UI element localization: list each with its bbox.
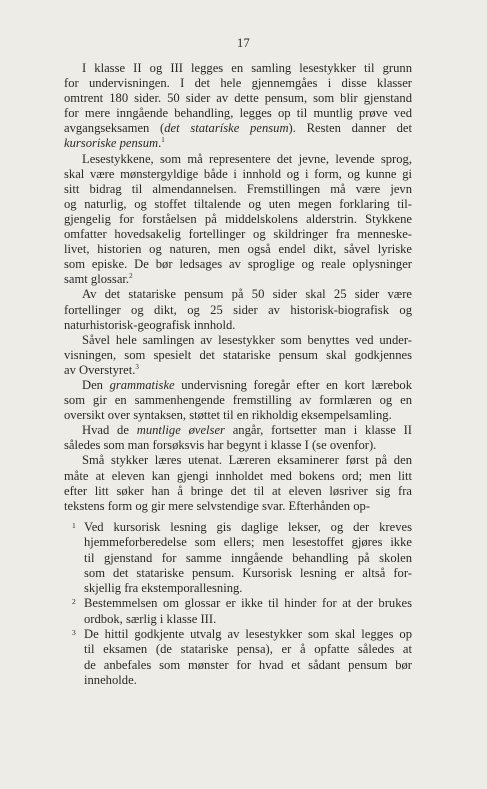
body-text xyxy=(64,61,412,514)
body-line: skal være mønstergyldige både i innhold og i form, og kunne gi xyxy=(64,166,412,181)
body-line: oversikt over syntaksen, støttet til en rikholdig eksempelsamling. xyxy=(64,408,392,423)
body-line: måte at eleven kan gjengi innholdet med bokens ord; men litt xyxy=(64,468,412,483)
body-line: visningen, som spesielt det statariske pensum skal godkjennes xyxy=(64,347,412,362)
footnote-line: til gjenstand for samme inngående behandling på skolen xyxy=(84,550,412,565)
body-line: livet, historien og naturen, men også endel dikt, såvel lyriske xyxy=(64,242,412,257)
body-line: som gir en sammenhengende fremstilling av formlæren og en xyxy=(64,393,412,408)
body-line: for mere inngående behandling, legges op til muntlig prøve ved xyxy=(64,106,412,121)
footnote-line: hjemmeforberedelse som ellers; men lesestoffet gjøres ikke xyxy=(84,535,412,550)
body-line: kursoriske pensum.$^1$ xyxy=(64,136,165,151)
footnotes xyxy=(64,520,412,688)
body-line: sitt bidrag til almendannelsen. Fremstillingen må være jevn xyxy=(64,181,412,196)
footnote-line: skjellig fra ekstemporallesning. xyxy=(84,581,243,596)
body-line: samt glossar.$^2$ xyxy=(64,272,133,287)
body-line: som episke. De bør ledsages av sproglige og reale oplysninger xyxy=(64,257,412,272)
body-line: av Overstyret.$^3$ xyxy=(64,362,139,377)
footnote-line: til eksamen (de statariske pensa), er å opfatte således at xyxy=(84,642,412,657)
footnote-line: De hittil godkjente utvalg av lesestykker som skal legges op xyxy=(84,627,412,642)
body-line: I klasse II og III legges en samling lesestykker til grunn xyxy=(82,61,412,75)
footnote-line: Bestemmelsen om glossar er ikke til hinder for at der brukes xyxy=(84,596,412,611)
page-number: 17 xyxy=(236,36,251,50)
body-line: Den grammatiske undervisning foregår efter en kort lærebok xyxy=(82,377,412,392)
body-line: fortellinger og dikt, og 25 sider av historisk-biografisk og xyxy=(64,302,412,317)
body-line: Såvel hele samlingen av lesestykker som benyttes ved under- xyxy=(82,332,412,347)
footnote xyxy=(64,627,412,688)
body-line: omtrent 180 sider. 50 sider av dette pensum, som blir gjenstand xyxy=(64,91,412,106)
footnote-line: Ved kursorisk lesning gis daglige lekser, og der kreves xyxy=(84,520,412,534)
footnote-line: de anbefales som mønster for hvad et sådant pensum bør xyxy=(84,657,412,672)
body-line: efter litt søker han å bringe det til at eleven løsriver sig fra xyxy=(64,483,412,498)
body-line: Lesestykkene, som må representere det jevne, levende sprog, xyxy=(82,151,412,166)
footnote-reference: 3 xyxy=(135,362,139,371)
footnote-mark: 1 xyxy=(72,521,76,530)
footnote-reference: 2 xyxy=(129,272,133,281)
footnote-reference: 1 xyxy=(161,136,165,145)
footnote-line: som det statariske pensum. Kursorisk lesning er altså for- xyxy=(84,565,412,580)
body-line: Små stykker læres utenat. Læreren eksaminerer først på den xyxy=(82,453,412,468)
footnote-mark: 3 xyxy=(72,628,76,638)
body-line: og naturlig, og stoffet tiltalende og uten megen forklaring til- xyxy=(64,196,412,211)
footnote xyxy=(64,596,412,627)
body-line: naturhistorisk-geografisk innhold. xyxy=(64,317,236,332)
body-line: gjengelig for forståelsen på middelskolens alderstrin. Stykkene xyxy=(64,211,412,226)
body-line: avgangseksamen (det stataríske pensum). Resten danner det xyxy=(64,121,412,136)
body-line: således som man forsøksvis har begynt i klasse I (se ovenfor). xyxy=(64,438,377,453)
body-line: tekstens form og gir mere selvstendige svar. Efterhånden op- xyxy=(64,498,371,513)
footnote xyxy=(64,520,412,596)
body-line: Av det statariske pensum på 50 sider skal 25 sider være xyxy=(82,287,412,302)
footnote-mark: 2 xyxy=(72,597,76,607)
footnote-line: ordbok, særlig i klasse III. xyxy=(84,611,217,626)
body-line: for undervisningen. I det hele gjennemgåes i disse klasser xyxy=(64,76,412,91)
footnote-line: inneholde. xyxy=(84,672,137,687)
body-line: Hvad de muntlige øvelser angår, fortsetter man i klasse II xyxy=(82,423,412,438)
body-line: omfatter hovedsakelig fortellinger og skildringer fra menneske- xyxy=(64,227,412,242)
